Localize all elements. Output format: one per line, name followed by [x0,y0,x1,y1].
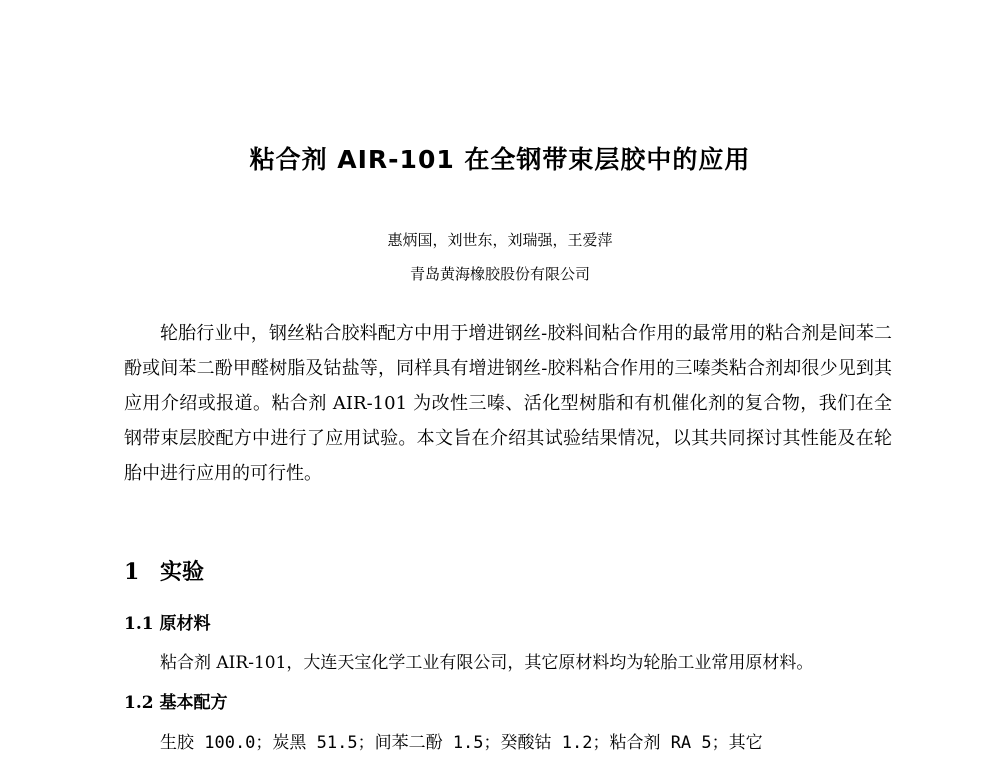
subsection-heading-materials: 1.1 原材料 [124,614,211,634]
author-list: 惠炳国，刘世东，刘瑞强，王爱萍 [387,231,613,249]
section-heading [124,555,204,586]
section-title: 实验 [160,559,205,585]
subsection-heading-formula: 1.2 基本配方 [124,693,228,713]
materials-paragraph: 粘合剂 AIR-101，大连天宝化学工业有限公司，其它原材料均为轮胎工业常用原材料。 [160,653,814,673]
formula-paragraph: 生胶 100.0；炭黑 51.5；间苯二酚 1.5；癸酸钴 1.2；粘合剂 RA 5；其它 [160,733,763,753]
paper-title: 粘合剂 AIR-101 在全钢带束层胶中的应用 [249,145,751,174]
affiliation: 青岛黄海橡胶股份有限公司 [409,265,590,283]
abstract-paragraph: 轮胎行业中，钢丝粘合胶料配方中用于增进钢丝-胶料间粘合作用的最常用的粘合剂是间苯二酚或间苯二酚甲醛树脂及钴盐等，同样具有增进钢丝-胶料粘合作用的三嗪类粘合剂却很少见到其应用介绍或报道。粘合剂 AIR-101 为改性三嗪、活化型树脂和有机催化剂的复合物，我们在全钢带束层胶配方中进行了应用试验。本文旨在介绍其试验结果情况，以其共同探讨其性能及在轮胎中进行应用的可行性。 [124,323,892,484]
section-number: 1 [124,559,140,585]
